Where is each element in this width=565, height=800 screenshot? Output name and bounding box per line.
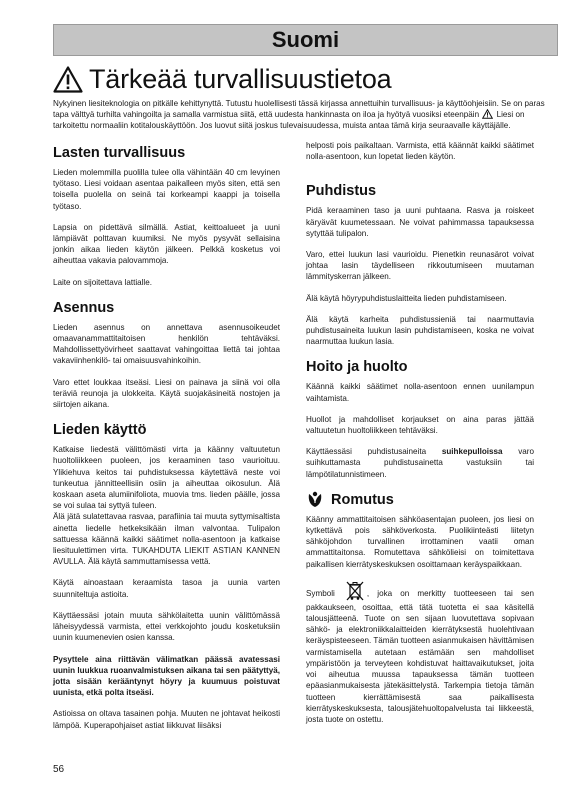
paragraph: Laite on sijoitettava lattialle.	[53, 277, 152, 287]
section-heading-romutus	[306, 491, 534, 509]
paragraph-continued: helposti pois paikaltaan. Varmista, että käännät kaikki säätimet nolla-asentoon, kun lopetat lieden käytön.	[306, 141, 534, 162]
paragraph: Lapsia on pidettävä silmällä. Astiat, keittoalueet ja uuni lämpiävät polttavan kuumiksi. Ne myös pysyvät sellaisina jonkin aikaa lieden käytön jälkeen. Pelkkä kosketus voi aiheuttaa vakavia palovammoja.	[53, 222, 280, 266]
warning-triangle-icon	[53, 66, 83, 93]
paragraph: Varo, ettei luukun lasi vaurioidu. Pienetkin reunasärot voivat johtaa lasin täydelliseen rikkoutumiseen muutaman lämmityskerran jälkeen.	[306, 250, 534, 282]
paragraph: Katkaise liedestä välittömästi virta ja käänny valtuutetun huoltoliikkeen puoleen, jos keraaminen taso vaurioituu. Ylikiehuva keitos tai puhdistuksessa käytettävä neste voi tunkeutua jännitteellisiin osiin ja aiheuttaa oikosulun. Älä koskaan aseta alumiinifoliota, muovia tms. lieden päälle, jossa se voi sulaa tai syttyä tuleen.	[53, 445, 280, 511]
section-heading-asennus: Asennus	[53, 299, 115, 316]
paragraph: Pidä keraaminen taso ja uuni puhtaana. Rasva ja roiskeet käryävät kuumetessaan. Ne voivat pahimmassa tapauksessa sytyttää tulipalon.	[306, 206, 534, 238]
text-run: Symboli	[306, 588, 335, 598]
text-run: Käyttäessäsi puhdistusaineita	[306, 447, 442, 457]
paragraph: Käytä ainoastaan keraamista tasoa ja uunia varten suunniteltuja astioita.	[53, 578, 280, 599]
crossed-bin-icon	[345, 580, 365, 602]
paragraph: Älä käytä karheita puhdistussieniä tai naarmuttavia puhdistusaineita luukun lasin puhdistamiseen, koska ne voivat naarmuttaa luukun lasia.	[306, 314, 534, 347]
section-heading-lasten: Lasten turvallisuus	[53, 145, 186, 161]
page-number: 56	[53, 764, 65, 775]
text-run: , joka on merkitty tuotteeseen tai sen pakkaukseen, osoittaa, että tätä tuotetta ei saa käsitellä talousjätteenä. Tuote on sen sijaan luovutettava sopivaan sähkö- ja elektroniikkalaitteiden kierrätyksestä huolehtivaan keräyspisteeseen. Tämän tuotteen asianmukaisen hävittämisen varmistamisella autetaan estämään sen mahdolliset ympäristöön ja terveyteen kohdistuvat haittavaikutukset, joita voi aiheutua muussa tapauksessa tämän tuotteen epäasianmukaisesta jätekäsittelystä. Tarkempia tietoja tämän tuotteen kierrättämisestä saa paikallisesta kierrätyskeskuksesta, talousjätehuoltopalvelusta tai liikkeestä, josta tuote on ostettu.	[306, 588, 534, 724]
paragraph: Lieden asennus on annettava asennusoikeudet omaavanammattitaitoisen henkilön tehtäväksi. Mahdollissettyövirheet saattavat vahingoittaa liettä tai johtaa vakaviinhenkilö- tai omaisuusvahinkoihin.	[53, 322, 280, 366]
heading-text: Romutus	[331, 491, 394, 508]
text-run: varo suihkuttamasta puhdistusainetta vastuksiin tai lämpötilatunnistimeen.	[306, 447, 534, 479]
bold-text-run: suihkepulloissa	[441, 447, 503, 457]
recycle-hand-icon	[306, 491, 324, 508]
section-heading-puhdistus: Puhdistus	[306, 183, 377, 200]
section-heading-hoito: Hoito ja huolto	[306, 359, 408, 376]
paragraph: Käyttäessäsi jotain muuta sähkölaitetta uunin välittömässä läheisyydessä varmista, ettei verkkojohto joudu kosketuksiin uunin kuumenevien osien kanssa.	[53, 610, 280, 643]
paragraph: Astioissa on oltava tasainen pohja. Muuten ne johtavat heikosti lämpöä. Kuperapohjaiset astiat liikkuvat liisäksi	[53, 709, 280, 730]
left-column	[53, 144, 280, 741]
intro-text	[53, 98, 559, 132]
language-header	[53, 24, 558, 56]
title-row	[53, 62, 558, 96]
paragraph: Lieden molemmilla puolilla tulee olla vähintään 40 cm levyinen työtaso. Liesi voidaan asentaa paikalleen myös siten, että sen toisella puolella on seinä tai korkeampi kaappi ja toisella työtaso.	[53, 168, 280, 211]
language-label: Suomi	[271, 27, 340, 52]
paragraph: Älä jätä sulatettavaa rasvaa, parafiinia tai muuta syttymisaltista ainetta liedelle hetkeksikään ilman valvontaa. Tulipalon sattuessa käännä kaikki säätimet nolla-asentoon ja katkaise liesituulettimen virta. TUKAHDUTA LIEKIT ASTIAN KANNEN AVULLA. Älä käytä sammuttamisessa vettä.	[53, 512, 280, 567]
right-column	[306, 140, 534, 735]
paragraph: Älä käytä höyrypuhdistuslaitteita lieden puhdistamiseen.	[306, 293, 507, 303]
page-title: Tärkeää turvallisuustietoa	[89, 64, 392, 94]
paragraph: Huollot ja mahdolliset korjaukset on aina paras jättää valtuutetun huoltoliikkeen tehtäväksi.	[306, 414, 534, 436]
intro-text-part2: Liesi on tarkoitettu normaaliin kotitalouskäyttöön. Jos luovut siitä joskus tulevaisuudessa, muista antaa tämä kirja seuraavalle käyttäjälle.	[53, 110, 525, 131]
intro-text-part1: Nykyinen liesiteknologia on pitkälle kehittynyttä. Tutustu huolellisesti tässä kirjassa annettuihin turvallisuus- ja käyttöohjeisiin. Se on paras tapa välttyä turhilta vahingoilta ja samalla varmistua siitä, että uudesta hankinnasta on iloa ja hyötyä vuosiksi eteenpäin	[53, 99, 545, 120]
warning-triangle-icon	[482, 109, 493, 119]
section-heading-kaytto: Lieden käyttö	[53, 422, 147, 439]
paragraph: Varo ettet loukkaa itseäsi. Liesi on painava ja siinä voi olla teräviä reunoja ja ulokkeita. Käytä suojakäsineitä nostojen ja siirtojen aikana.	[53, 377, 280, 410]
paragraph: Käänny ammattitaitoisen sähköasentajan puoleen, jos liesi on kytkettävä pois sähköverkosta. Puolikiinteästi liitetyn sähköjohdon turvallinen irrottaminen vaatii oman ammattitaitonsa. Romutettava sähkölieisi on toimitettava paikallisen kierrätyskeskuksen osoittamaan keräyspaikkaan.	[306, 514, 534, 569]
paragraph: Käännä kaikki säätimet nolla-asentoon ennen uunilampun vaihtamista.	[306, 382, 534, 403]
paragraph-symbol	[306, 580, 534, 725]
paragraph	[306, 446, 534, 480]
paragraph-bold-warning: Pysyttele aina riittävän välimatkan päässä avatessasi uunin luukkua ruoanvalmistuksen aikana tai sen päätyttyä, jotta sisään kerääntynyt höyry ja kuumuus poistuvat uunista, etkä polta itseäsi.	[53, 654, 280, 698]
